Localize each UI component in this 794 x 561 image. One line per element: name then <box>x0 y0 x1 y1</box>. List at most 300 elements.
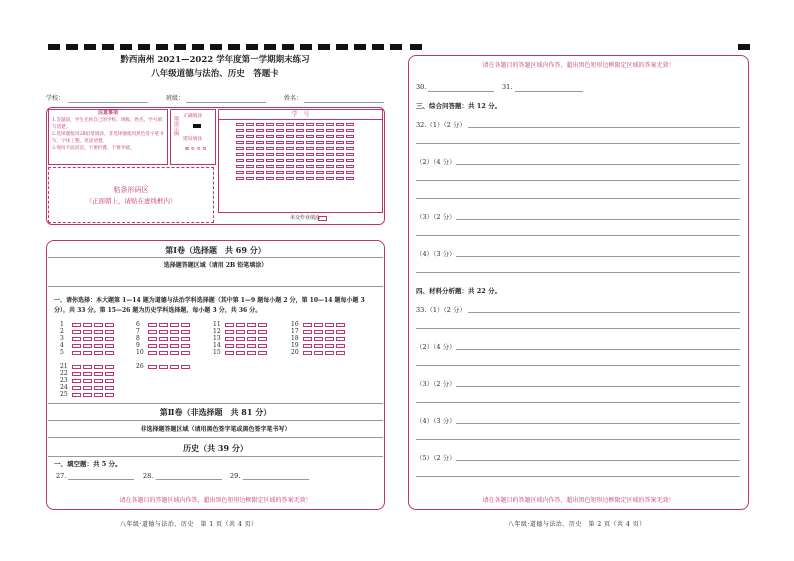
q31-label: 31. <box>502 83 513 91</box>
mc-option-bubble[interactable] <box>314 337 323 341</box>
student-id-bubble[interactable] <box>336 141 344 144</box>
part2-title: 第Ⅱ卷（非选择题 共 81 分） <box>48 403 383 421</box>
mc-option-bubble[interactable] <box>325 337 334 341</box>
student-id-bubble[interactable] <box>236 141 244 144</box>
mc-question-row <box>60 321 116 328</box>
mc-option-bubble[interactable] <box>336 323 345 327</box>
student-id-bubble[interactable] <box>276 129 284 132</box>
mc-option-bubble[interactable] <box>325 323 334 327</box>
student-id-bubble[interactable] <box>236 165 244 168</box>
mc-question-number: 10 <box>136 349 144 356</box>
mc-option-bubble[interactable] <box>336 344 345 348</box>
student-id-bubble[interactable] <box>246 159 254 162</box>
student-id-bubble[interactable] <box>246 171 254 174</box>
student-id-bubble[interactable] <box>326 129 334 132</box>
student-id-bubble[interactable] <box>256 123 264 126</box>
student-id-bubble[interactable] <box>326 159 334 162</box>
q33-2-line-1[interactable] <box>456 349 740 350</box>
student-id-bubble[interactable] <box>306 123 314 126</box>
mc-option-bubble[interactable] <box>94 365 103 369</box>
student-id-bubble[interactable] <box>286 177 294 180</box>
mc-option-bubble[interactable] <box>314 351 323 355</box>
mc-option-bubble[interactable] <box>236 323 245 327</box>
q33-5-line-1[interactable] <box>456 460 740 461</box>
student-id-bubble[interactable] <box>296 159 304 162</box>
notice-box <box>48 109 168 165</box>
q33-3-line-1[interactable] <box>456 386 740 387</box>
mc-option-bubble[interactable] <box>83 379 92 383</box>
student-id-bubble[interactable] <box>346 159 354 162</box>
right-top-warning: 请在各题目的答题区域内作答，超出黑色矩形边框限定区域的答案无效！ <box>482 62 675 69</box>
student-id-bubble[interactable] <box>246 129 254 132</box>
student-id-bubble[interactable] <box>266 147 274 150</box>
student-id-bubble[interactable] <box>336 153 344 156</box>
mc-option-bubble[interactable] <box>314 330 323 334</box>
mc-option-bubble[interactable] <box>303 344 312 348</box>
student-id-bubble[interactable] <box>326 165 334 168</box>
mc-option-bubble[interactable] <box>72 393 81 397</box>
q27-label: 27. <box>56 472 67 480</box>
student-id-bubble[interactable] <box>336 135 344 138</box>
mc-option-bubble[interactable] <box>94 393 103 397</box>
student-id-bubble[interactable] <box>276 123 284 126</box>
mc-option-bubble[interactable] <box>336 337 345 341</box>
student-id-bubble[interactable] <box>306 165 314 168</box>
mc-option-bubble[interactable] <box>105 351 114 355</box>
student-id-bubble[interactable] <box>346 129 354 132</box>
mc-question-number: 18 <box>291 335 299 342</box>
mc-option-bubble[interactable] <box>303 351 312 355</box>
mc-option-bubble[interactable] <box>159 323 168 327</box>
student-id-bubble[interactable] <box>256 171 264 174</box>
mc-question-number: 21 <box>60 363 68 370</box>
q32-4-line-2[interactable] <box>416 272 740 273</box>
student-id-bubble[interactable] <box>236 159 244 162</box>
q32-2-label: （2）（4 分） <box>416 158 456 166</box>
student-id-bubble[interactable] <box>296 123 304 126</box>
mc-question-number: 26 <box>136 363 144 370</box>
student-id-bubble[interactable] <box>316 153 324 156</box>
student-id-bubble[interactable] <box>246 147 254 150</box>
student-id-bubble[interactable] <box>336 123 344 126</box>
q33-1-line-1[interactable] <box>468 312 740 313</box>
student-id-bubble[interactable] <box>306 177 314 180</box>
student-id-bubble[interactable] <box>256 177 264 180</box>
mc-option-bubble[interactable] <box>247 330 256 334</box>
student-id-bubble[interactable] <box>296 153 304 156</box>
student-id-bubble[interactable] <box>296 165 304 168</box>
q33-1-line-2[interactable] <box>416 328 740 329</box>
student-id-bubble[interactable] <box>296 171 304 174</box>
mc-option-bubble[interactable] <box>258 344 267 348</box>
student-id-bubble[interactable] <box>286 141 294 144</box>
mc-option-bubble[interactable] <box>105 337 114 341</box>
q33-5-line-2[interactable] <box>416 476 740 477</box>
mc-option-bubble[interactable] <box>94 379 103 383</box>
student-id-bubble[interactable] <box>346 147 354 150</box>
mc-option-bubble[interactable] <box>170 330 179 334</box>
mc-question-row <box>60 342 116 349</box>
student-id-bubble[interactable] <box>276 177 284 180</box>
student-id-bubble[interactable] <box>236 147 244 150</box>
student-id-bubble[interactable] <box>256 147 264 150</box>
mc-option-bubble[interactable] <box>236 344 245 348</box>
mc-question-number: 20 <box>291 349 299 356</box>
mc-option-bubble[interactable] <box>105 323 114 327</box>
mc-option-bubble[interactable] <box>336 351 345 355</box>
student-id-bubble[interactable] <box>346 141 354 144</box>
student-id-bubble[interactable] <box>296 129 304 132</box>
mc-option-bubble[interactable] <box>325 351 334 355</box>
mc-question-number: 1 <box>60 321 64 328</box>
student-id-bubble[interactable] <box>306 171 314 174</box>
q32-3-line-1[interactable] <box>456 219 740 220</box>
student-id-bubble[interactable] <box>306 129 314 132</box>
mc-col-2 <box>136 321 192 356</box>
mc-option-bubble[interactable] <box>148 337 157 341</box>
mc-option-bubble[interactable] <box>247 337 256 341</box>
student-id-bubble[interactable] <box>246 135 254 138</box>
mat-section-title: 四、材料分析题：共 22 分。 <box>416 287 502 295</box>
mc-option-bubble[interactable] <box>247 344 256 348</box>
student-id-bubble[interactable] <box>256 135 264 138</box>
student-id-bubble[interactable] <box>266 123 274 126</box>
mc-option-bubble[interactable] <box>181 323 190 327</box>
student-id-bubble[interactable] <box>276 159 284 162</box>
mc-option-bubble[interactable] <box>94 351 103 355</box>
q31-answer[interactable] <box>515 91 583 92</box>
student-id-bubble[interactable] <box>276 141 284 144</box>
absent-checkbox[interactable] <box>318 216 327 221</box>
mc-col-4 <box>291 321 347 356</box>
student-id-bubble[interactable] <box>236 135 244 138</box>
q32-4-label: （4）（3 分） <box>416 250 456 258</box>
mc-option-bubble[interactable] <box>159 330 168 334</box>
mc-option-bubble[interactable] <box>94 386 103 390</box>
q32-2-line-2[interactable] <box>416 180 740 181</box>
mc-option-bubble[interactable] <box>325 344 334 348</box>
student-id-bubble[interactable] <box>236 177 244 180</box>
mc-option-bubble[interactable] <box>258 351 267 355</box>
mc-option-bubble[interactable] <box>258 330 267 334</box>
q28-answer[interactable] <box>156 479 222 480</box>
q32-2-line-3[interactable] <box>416 198 740 199</box>
q33-2-label: （2）（4 分） <box>416 343 456 351</box>
mc-option-bubble[interactable] <box>336 330 345 334</box>
student-id-bubble[interactable] <box>346 171 354 174</box>
student-id-bubble[interactable] <box>346 165 354 168</box>
mc-option-bubble[interactable] <box>170 323 179 327</box>
mc-option-bubble[interactable] <box>170 344 179 348</box>
student-id-bubble[interactable] <box>346 153 354 156</box>
mc-option-bubble[interactable] <box>105 393 114 397</box>
mc-option-bubble[interactable] <box>159 344 168 348</box>
q33-2-line-2[interactable] <box>416 365 740 366</box>
mc-option-bubble[interactable] <box>72 365 81 369</box>
student-id-bubble[interactable] <box>266 129 274 132</box>
mc-option-bubble[interactable] <box>236 330 245 334</box>
mc-option-bubble[interactable] <box>314 344 323 348</box>
mc-option-bubble[interactable] <box>148 365 157 369</box>
student-id-bubble[interactable] <box>316 159 324 162</box>
student-id-bubble[interactable] <box>306 153 314 156</box>
mc-option-bubble[interactable] <box>170 351 179 355</box>
student-id-bubble[interactable] <box>306 159 314 162</box>
mc-option-bubble[interactable] <box>72 379 81 383</box>
mc-option-bubble[interactable] <box>225 337 234 341</box>
mc-option-bubble[interactable] <box>72 372 81 376</box>
student-id-bubble[interactable] <box>336 165 344 168</box>
student-id-bubble[interactable] <box>246 177 254 180</box>
student-id-bubble[interactable] <box>266 159 274 162</box>
student-id-bubble[interactable] <box>326 141 334 144</box>
mc-option-bubble[interactable] <box>325 330 334 334</box>
mc-option-bubble[interactable] <box>148 344 157 348</box>
mc-question-row <box>291 328 347 335</box>
mc-option-bubble[interactable] <box>105 379 114 383</box>
mc-option-bubble[interactable] <box>83 337 92 341</box>
student-id-bubble[interactable] <box>266 177 274 180</box>
student-id-bubble[interactable] <box>286 165 294 168</box>
student-id-bubble[interactable] <box>256 165 264 168</box>
mc-option-bubble[interactable] <box>181 337 190 341</box>
mc-option-bubble[interactable] <box>83 351 92 355</box>
student-id-bubble[interactable] <box>246 123 254 126</box>
student-id-bubble[interactable] <box>296 135 304 138</box>
q27-answer[interactable] <box>68 479 134 480</box>
student-id-bubble[interactable] <box>276 147 284 150</box>
mc-option-bubble[interactable] <box>170 365 179 369</box>
q33-4-label: （4）（3 分） <box>416 417 456 425</box>
student-id-bubble[interactable] <box>256 159 264 162</box>
student-id-bubble[interactable] <box>316 135 324 138</box>
mc-option-bubble[interactable] <box>72 323 81 327</box>
student-id-bubble[interactable] <box>266 141 274 144</box>
mc-option-bubble[interactable] <box>170 337 179 341</box>
mc-option-bubble[interactable] <box>247 351 256 355</box>
mc-option-bubble[interactable] <box>258 323 267 327</box>
student-id-bubble[interactable] <box>346 135 354 138</box>
student-id-bubble[interactable] <box>326 123 334 126</box>
mc-option-bubble[interactable] <box>83 344 92 348</box>
class-field[interactable] <box>186 102 266 103</box>
mc-question-number: 23 <box>60 377 68 384</box>
student-id-bubble[interactable] <box>276 135 284 138</box>
student-id-bubble[interactable] <box>276 165 284 168</box>
q32-1-line-2[interactable] <box>416 143 740 144</box>
student-id-bubble[interactable] <box>346 123 354 126</box>
student-id-bubble[interactable] <box>316 129 324 132</box>
student-id-bubble[interactable] <box>256 153 264 156</box>
q29-answer[interactable] <box>243 479 309 480</box>
mc-option-bubble[interactable] <box>258 337 267 341</box>
student-id-bubble[interactable] <box>286 123 294 126</box>
student-id-bubble[interactable] <box>326 135 334 138</box>
mc-option-bubble[interactable] <box>159 365 168 369</box>
mc-option-bubble[interactable] <box>83 365 92 369</box>
mc-question-row <box>136 342 192 349</box>
mc-option-bubble[interactable] <box>303 330 312 334</box>
mc-option-bubble[interactable] <box>83 372 92 376</box>
mc-option-bubble[interactable] <box>225 344 234 348</box>
student-id-bubble[interactable] <box>286 129 294 132</box>
mc-option-bubble[interactable] <box>148 351 157 355</box>
student-id-bubble[interactable] <box>286 153 294 156</box>
student-id-bubble[interactable] <box>296 177 304 180</box>
mc-question-number: 5 <box>60 349 64 356</box>
mc-option-bubble[interactable] <box>225 351 234 355</box>
q30-answer[interactable] <box>428 91 494 92</box>
mc-question-number: 19 <box>291 342 299 349</box>
student-id-bubble[interactable] <box>266 135 274 138</box>
q32-3-line-2[interactable] <box>416 235 740 236</box>
mc-option-bubble[interactable] <box>159 337 168 341</box>
student-id-bubble[interactable] <box>346 177 354 180</box>
mc-question-row <box>136 349 192 356</box>
correct-fill-mark <box>193 124 201 128</box>
mc-question-row <box>213 328 269 335</box>
student-id-bubble[interactable] <box>266 171 274 174</box>
student-id-bubble[interactable] <box>336 147 344 150</box>
q33-3-label: （3）（2 分） <box>416 380 456 388</box>
mc-option-bubble[interactable] <box>83 330 92 334</box>
mc-option-bubble[interactable] <box>94 337 103 341</box>
mc-option-bubble[interactable] <box>247 323 256 327</box>
student-id-bubble[interactable] <box>236 153 244 156</box>
fill-example-label: 填涂示例 <box>173 116 179 136</box>
student-id-bubble[interactable] <box>336 171 344 174</box>
q33-3-line-2[interactable] <box>416 402 740 403</box>
q32-4-line-1[interactable] <box>456 256 740 257</box>
mc-option-bubble[interactable] <box>72 386 81 390</box>
mc-option-bubble[interactable] <box>72 337 81 341</box>
mc-question-number: 11 <box>213 321 221 328</box>
mc-option-bubble[interactable] <box>148 323 157 327</box>
student-id-bubble[interactable] <box>276 171 284 174</box>
student-id-bubble[interactable] <box>326 147 334 150</box>
mc-question-number: 3 <box>60 335 64 342</box>
mc-option-bubble[interactable] <box>225 323 234 327</box>
student-id-bubble[interactable] <box>266 165 274 168</box>
student-id-bubble[interactable] <box>286 135 294 138</box>
mc-question-number: 6 <box>136 321 140 328</box>
student-id-bubble[interactable] <box>246 153 254 156</box>
student-id-bubble[interactable] <box>326 171 334 174</box>
mc-question-row <box>60 349 116 356</box>
mc-option-bubble[interactable] <box>181 330 190 334</box>
student-id-bubbles[interactable] <box>235 121 355 181</box>
q32-2-line-1[interactable] <box>456 164 740 165</box>
mc-option-bubble[interactable] <box>105 330 114 334</box>
student-id-bubble[interactable] <box>236 123 244 126</box>
mc-option-bubble[interactable] <box>83 393 92 397</box>
q33-5-label: （5）（2 分） <box>416 454 456 462</box>
left-footer: 八年级·道德与法治、历史 第 1 页（共 4 页） <box>120 521 258 528</box>
student-id-bubble[interactable] <box>316 123 324 126</box>
mc-question-number: 9 <box>136 342 140 349</box>
student-id-bubble[interactable] <box>266 153 274 156</box>
right-timing-mark-right <box>738 44 750 50</box>
student-id-bubble[interactable] <box>336 159 344 162</box>
student-id-bubble[interactable] <box>336 177 344 180</box>
student-id-bubble[interactable] <box>286 159 294 162</box>
mc-option-bubble[interactable] <box>236 351 245 355</box>
q33-4-line-1[interactable] <box>456 423 740 424</box>
mc-option-bubble[interactable] <box>94 330 103 334</box>
mc-question-row <box>213 321 269 328</box>
mc-question-number: 12 <box>213 328 221 335</box>
student-id-bubble[interactable] <box>296 141 304 144</box>
student-id-bubble[interactable] <box>326 153 334 156</box>
student-id-bubble[interactable] <box>236 171 244 174</box>
student-id-bubble[interactable] <box>316 147 324 150</box>
mc-option-bubble[interactable] <box>83 323 92 327</box>
mc-question-row <box>291 349 347 356</box>
mc-option-bubble[interactable] <box>225 330 234 334</box>
student-id-bubble[interactable] <box>276 153 284 156</box>
student-id-bubble[interactable] <box>316 171 324 174</box>
mc-question-number: 22 <box>60 370 68 377</box>
student-id-bubble[interactable] <box>306 135 314 138</box>
student-id-bubble[interactable] <box>246 165 254 168</box>
q32-1-label: 32.（1）（2 分） <box>416 121 466 129</box>
student-id-bubble[interactable] <box>286 171 294 174</box>
q32-1-line-1[interactable] <box>468 127 740 128</box>
mc-option-bubble[interactable] <box>159 351 168 355</box>
q33-1-label: 33.（1）（2 分） <box>416 306 466 314</box>
mc-option-bubble[interactable] <box>105 386 114 390</box>
wrong-fill-marks: ⊠ ⊘ ⊝ ⊡ <box>185 146 207 152</box>
student-id-bubble[interactable] <box>316 165 324 168</box>
student-id-bubble[interactable] <box>336 129 344 132</box>
student-id-bubble[interactable] <box>296 147 304 150</box>
student-id-bubble[interactable] <box>316 141 324 144</box>
mc-option-bubble[interactable] <box>94 344 103 348</box>
student-id-bubble[interactable] <box>286 147 294 150</box>
q33-4-line-2[interactable] <box>416 439 740 440</box>
school-field[interactable] <box>68 102 148 103</box>
mc-option-bubble[interactable] <box>72 351 81 355</box>
student-id-bubble[interactable] <box>326 177 334 180</box>
mc-option-bubble[interactable] <box>72 330 81 334</box>
mc-option-bubble[interactable] <box>72 344 81 348</box>
mc-option-bubble[interactable] <box>83 386 92 390</box>
mc-option-bubble[interactable] <box>303 323 312 327</box>
student-id-bubble[interactable] <box>256 129 264 132</box>
mc-option-bubble[interactable] <box>181 344 190 348</box>
mc-option-bubble[interactable] <box>105 372 114 376</box>
mc-option-bubble[interactable] <box>105 365 114 369</box>
mc-option-bubble[interactable] <box>236 337 245 341</box>
student-id-bubble[interactable] <box>316 177 324 180</box>
student-id-bubble[interactable] <box>246 141 254 144</box>
student-id-bubble[interactable] <box>306 147 314 150</box>
student-id-bubble[interactable] <box>306 141 314 144</box>
mc-option-bubble[interactable] <box>105 344 114 348</box>
name-field[interactable] <box>304 102 384 103</box>
mc-option-bubble[interactable] <box>181 351 190 355</box>
mc-question-number: 14 <box>213 342 221 349</box>
mc-option-bubble[interactable] <box>94 323 103 327</box>
mc-option-bubble[interactable] <box>94 372 103 376</box>
mc-option-bubble[interactable] <box>181 365 190 369</box>
comp-section-title: 三、综合问答题：共 12 分。 <box>416 102 502 110</box>
mc-option-bubble[interactable] <box>303 337 312 341</box>
mc-option-bubble[interactable] <box>314 323 323 327</box>
student-id-bubble[interactable] <box>256 141 264 144</box>
mc-option-bubble[interactable] <box>148 330 157 334</box>
student-id-bubble[interactable] <box>236 129 244 132</box>
